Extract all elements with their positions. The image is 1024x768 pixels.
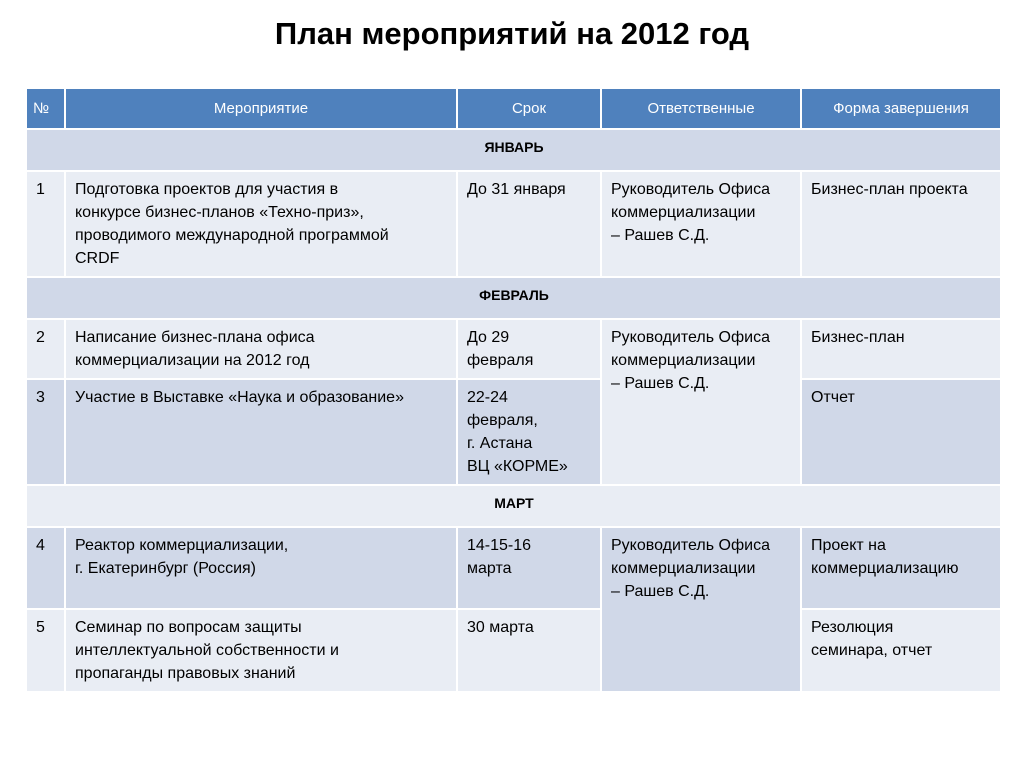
row-completion: Отчет [801,379,1001,485]
month-row-january [26,129,1001,171]
month-label-march: МАРТ [26,485,1001,527]
table-row [26,379,1001,485]
month-row-march [26,485,1001,527]
row-completion: Бизнес-план [801,319,1001,379]
row-responsible: Руководитель Офиса коммерциализации – Рашев С.Д. [601,319,801,485]
plan-table [25,87,1002,693]
row-event: Участие в Выставке «Наука и образование» [65,379,457,485]
row-deadline: 14-15-16 марта [457,527,601,609]
table-row [26,527,1001,609]
table-header-row [26,88,1001,129]
month-label-january: ЯНВАРЬ [26,129,1001,171]
row-responsible: Руководитель Офиса коммерциализации – Рашев С.Д. [601,527,801,692]
row-deadline: 22-24 февраля, г. Астана ВЦ «КОРМЕ» [457,379,601,485]
row-event: Написание бизнес-плана офиса коммерциализации на 2012 год [65,319,457,379]
slide-title: План мероприятий на 2012 год [274,16,750,51]
row-deadline: До 29 февраля [457,319,601,379]
row-event: Реактор коммерциализации, г. Екатеринбург (Россия) [65,527,457,609]
row-num: 5 [26,609,65,692]
row-num: 1 [26,171,65,277]
header-event: Мероприятие [65,88,457,129]
row-event: Семинар по вопросам защиты интеллектуальной собственности и пропаганды правовых знаний [65,609,457,692]
row-event: Подготовка проектов для участия в конкурсе бизнес-планов «Техно-приз», проводимого международной программой CRDF [65,171,457,277]
row-num: 3 [26,379,65,485]
table-row [26,319,1001,379]
row-completion: Резолюция семинара, отчет [801,609,1001,692]
month-row-february [26,277,1001,319]
row-num: 4 [26,527,65,609]
row-num: 2 [26,319,65,379]
header-responsible: Ответственные [601,88,801,129]
header-completion: Форма завершения [801,88,1001,129]
row-deadline: До 31 января [457,171,601,277]
row-completion: Проект на коммерциализацию [801,527,1001,609]
row-responsible: Руководитель Офиса коммерциализации – Рашев С.Д. [601,171,801,277]
month-label-february: ФЕВРАЛЬ [26,277,1001,319]
row-completion: Бизнес-план проекта [801,171,1001,277]
table-row [26,171,1001,277]
header-num: № [26,88,65,129]
table-row [26,609,1001,692]
row-deadline: 30 марта [457,609,601,692]
header-deadline: Срок [457,88,601,129]
